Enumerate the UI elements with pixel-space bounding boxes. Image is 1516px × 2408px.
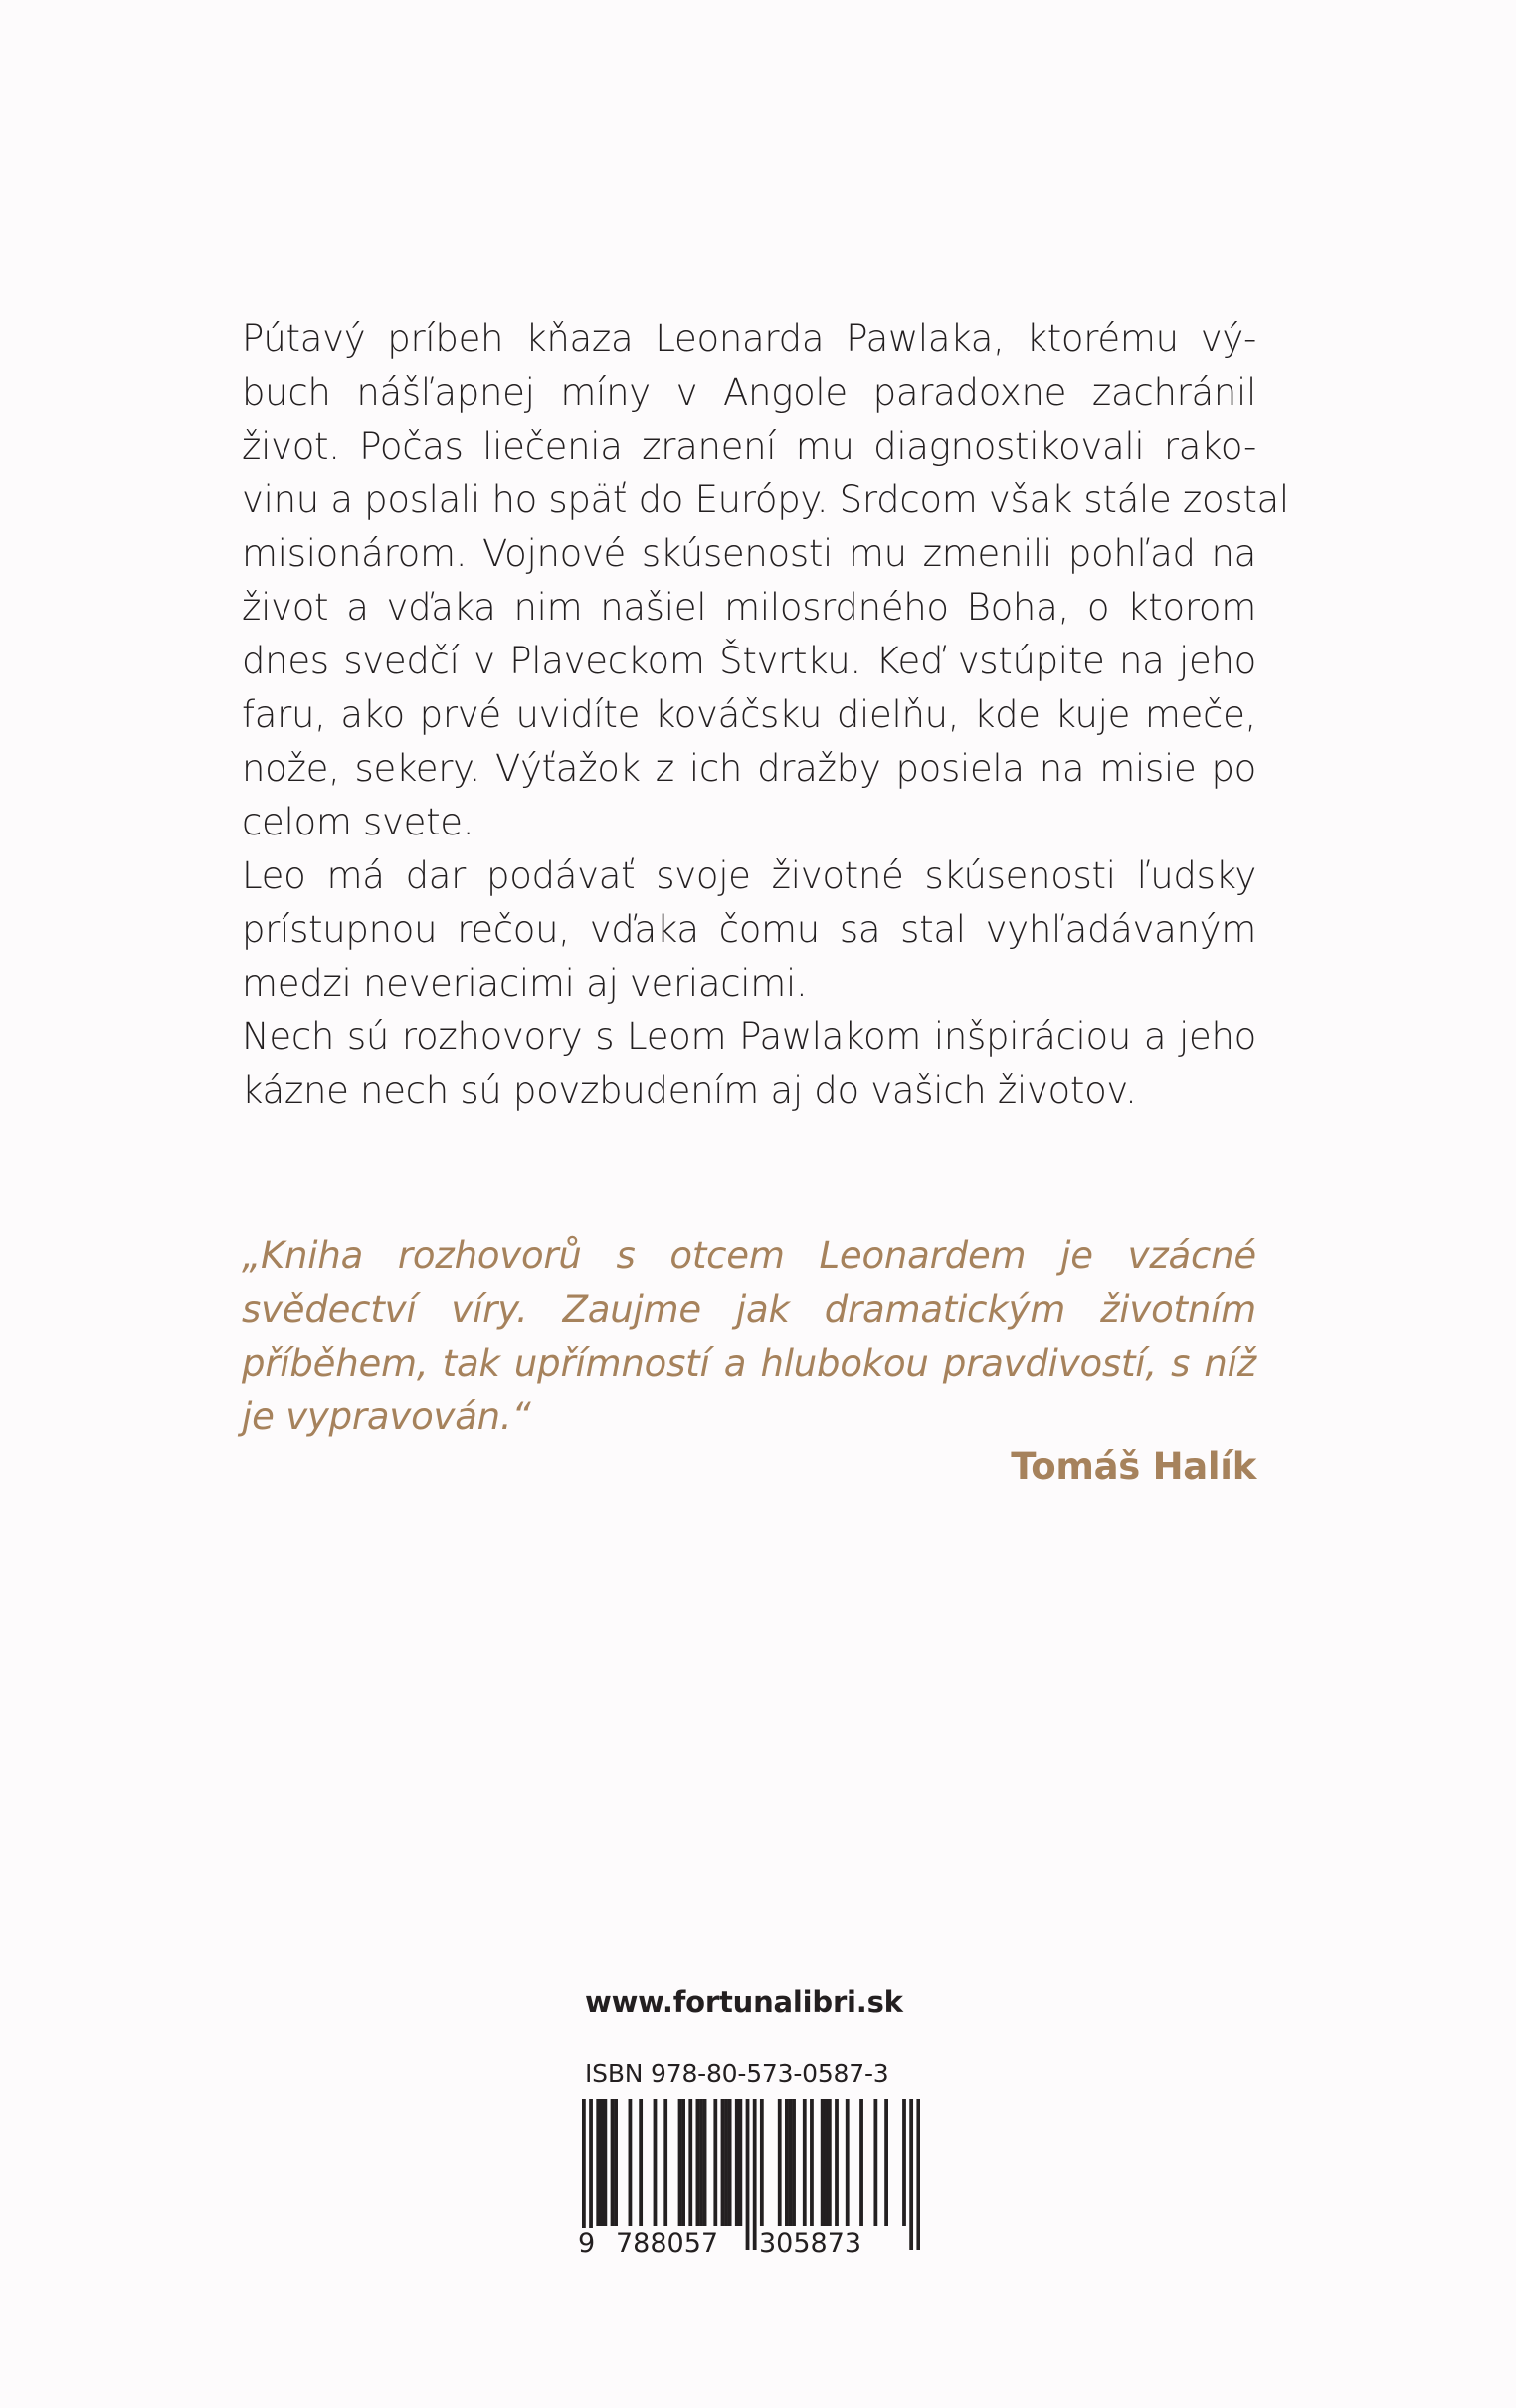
barcode-bar bbox=[713, 2099, 717, 2226]
barcode-bar bbox=[654, 2099, 658, 2226]
barcode-bar bbox=[738, 2099, 742, 2226]
blurb-line: život a vďaka nim našiel milosrdného Boha, o ktorom bbox=[242, 586, 1256, 629]
barcode-bar bbox=[916, 2099, 920, 2250]
blurb-line: faru, ako prvé uvidíte kováčsku dielňu, kde kuje meče, bbox=[242, 693, 1256, 736]
quote-line: je vypravován.“ bbox=[242, 1395, 531, 1438]
barcode-bar bbox=[884, 2099, 888, 2226]
barcode-bar bbox=[699, 2099, 703, 2226]
quote-author: Tomáš Halík bbox=[1011, 1445, 1256, 1488]
quote-line: příběhem, tak upřímností a hlubokou pravdivostí, s níž bbox=[242, 1342, 1256, 1385]
barcode-bar bbox=[596, 2099, 600, 2226]
quote-line: svědectví víry. Zaujme jak dramatickým životním bbox=[242, 1288, 1256, 1331]
barcode-bar bbox=[835, 2099, 839, 2226]
barcode-bar bbox=[611, 2099, 615, 2226]
barcode-bar bbox=[735, 2099, 739, 2226]
blurb-line: kázne nech sú povzbudením aj do vašich životov. bbox=[242, 1069, 1137, 1112]
barcode-bar bbox=[828, 2099, 832, 2226]
barcode-bar bbox=[760, 2099, 764, 2226]
blurb-line: prístupnou rečou, vďaka čomu sa stal vyhľadávaným bbox=[242, 908, 1256, 951]
barcode-bar bbox=[789, 2099, 793, 2226]
barcode-bar bbox=[721, 2099, 725, 2226]
barcode-bar bbox=[803, 2099, 807, 2226]
barcode-bar bbox=[696, 2099, 700, 2226]
barcode-bar bbox=[902, 2099, 906, 2226]
barcode-bar bbox=[728, 2099, 732, 2226]
barcode-bar bbox=[810, 2099, 814, 2226]
barcode-bar bbox=[603, 2099, 607, 2226]
barcode-bar bbox=[703, 2099, 707, 2226]
barcode-bar bbox=[821, 2099, 825, 2226]
barcode-bar bbox=[873, 2099, 877, 2226]
barcode-left-group: 788057 bbox=[616, 2228, 719, 2259]
blurb-line: vinu a poslali ho späť do Európy. Srdcom však stále zostal bbox=[242, 478, 1289, 521]
barcode-bar bbox=[678, 2099, 682, 2226]
barcode-bar bbox=[909, 2099, 913, 2250]
barcode-bar bbox=[746, 2099, 750, 2250]
barcode-bar bbox=[859, 2099, 863, 2226]
blurb-line: medzi neveriacimi aj veriacimi. bbox=[242, 962, 808, 1005]
barcode-bar bbox=[614, 2099, 618, 2226]
barcode-right-group: 305873 bbox=[759, 2228, 862, 2259]
blurb-line: dnes svedčí v Plaveckom Štvrtku. Keď vstúpite na jeho bbox=[242, 640, 1256, 682]
barcode-bar bbox=[681, 2099, 685, 2226]
barcode-first-digit: 9 bbox=[578, 2228, 596, 2259]
barcode-bar bbox=[600, 2099, 604, 2226]
barcode-bar bbox=[778, 2099, 782, 2226]
barcode-bar bbox=[688, 2099, 692, 2226]
blurb-line: nože, sekery. Výťažok z ich dražby posiela na misie po bbox=[242, 747, 1256, 790]
barcode-bar bbox=[824, 2099, 828, 2226]
blurb-line: Pútavý príbeh kňaza Leonarda Pawlaka, ktorému vý- bbox=[242, 317, 1256, 360]
book-blurb bbox=[242, 312, 1289, 1118]
barcode-bar bbox=[639, 2099, 643, 2226]
blurb-line: buch nášľapnej míny v Angole paradoxne zachránil bbox=[242, 371, 1256, 414]
quote-line: „Kniha rozhovorů s otcem Leonardem je vzácné bbox=[242, 1234, 1256, 1277]
blurb-line: Leo má dar podávať svoje životné skúsenosti ľudsky bbox=[242, 854, 1256, 897]
barcode-bar bbox=[753, 2099, 757, 2250]
barcode-bar bbox=[724, 2099, 728, 2226]
blurb-line: Nech sú rozhovory s Leom Pawlakom inšpiráciou a jeho bbox=[242, 1016, 1256, 1058]
barcode-bar bbox=[629, 2099, 633, 2226]
endorsement-quote bbox=[242, 1229, 1256, 1444]
barcode-bar bbox=[792, 2099, 796, 2226]
blurb-line: život. Počas liečenia zranení mu diagnostikovali rako- bbox=[242, 425, 1256, 467]
blurb-line: misionárom. Vojnové skúsenosti mu zmenili pohľad na bbox=[242, 532, 1256, 575]
barcode-bar bbox=[663, 2099, 667, 2226]
isbn-label: ISBN 978-80-573-0587-3 bbox=[585, 2059, 889, 2088]
publisher-website: www.fortunalibri.sk bbox=[585, 1985, 903, 2019]
barcode-bar bbox=[785, 2099, 789, 2226]
barcode-bar bbox=[846, 2099, 850, 2226]
blurb-line: celom svete. bbox=[242, 801, 474, 843]
